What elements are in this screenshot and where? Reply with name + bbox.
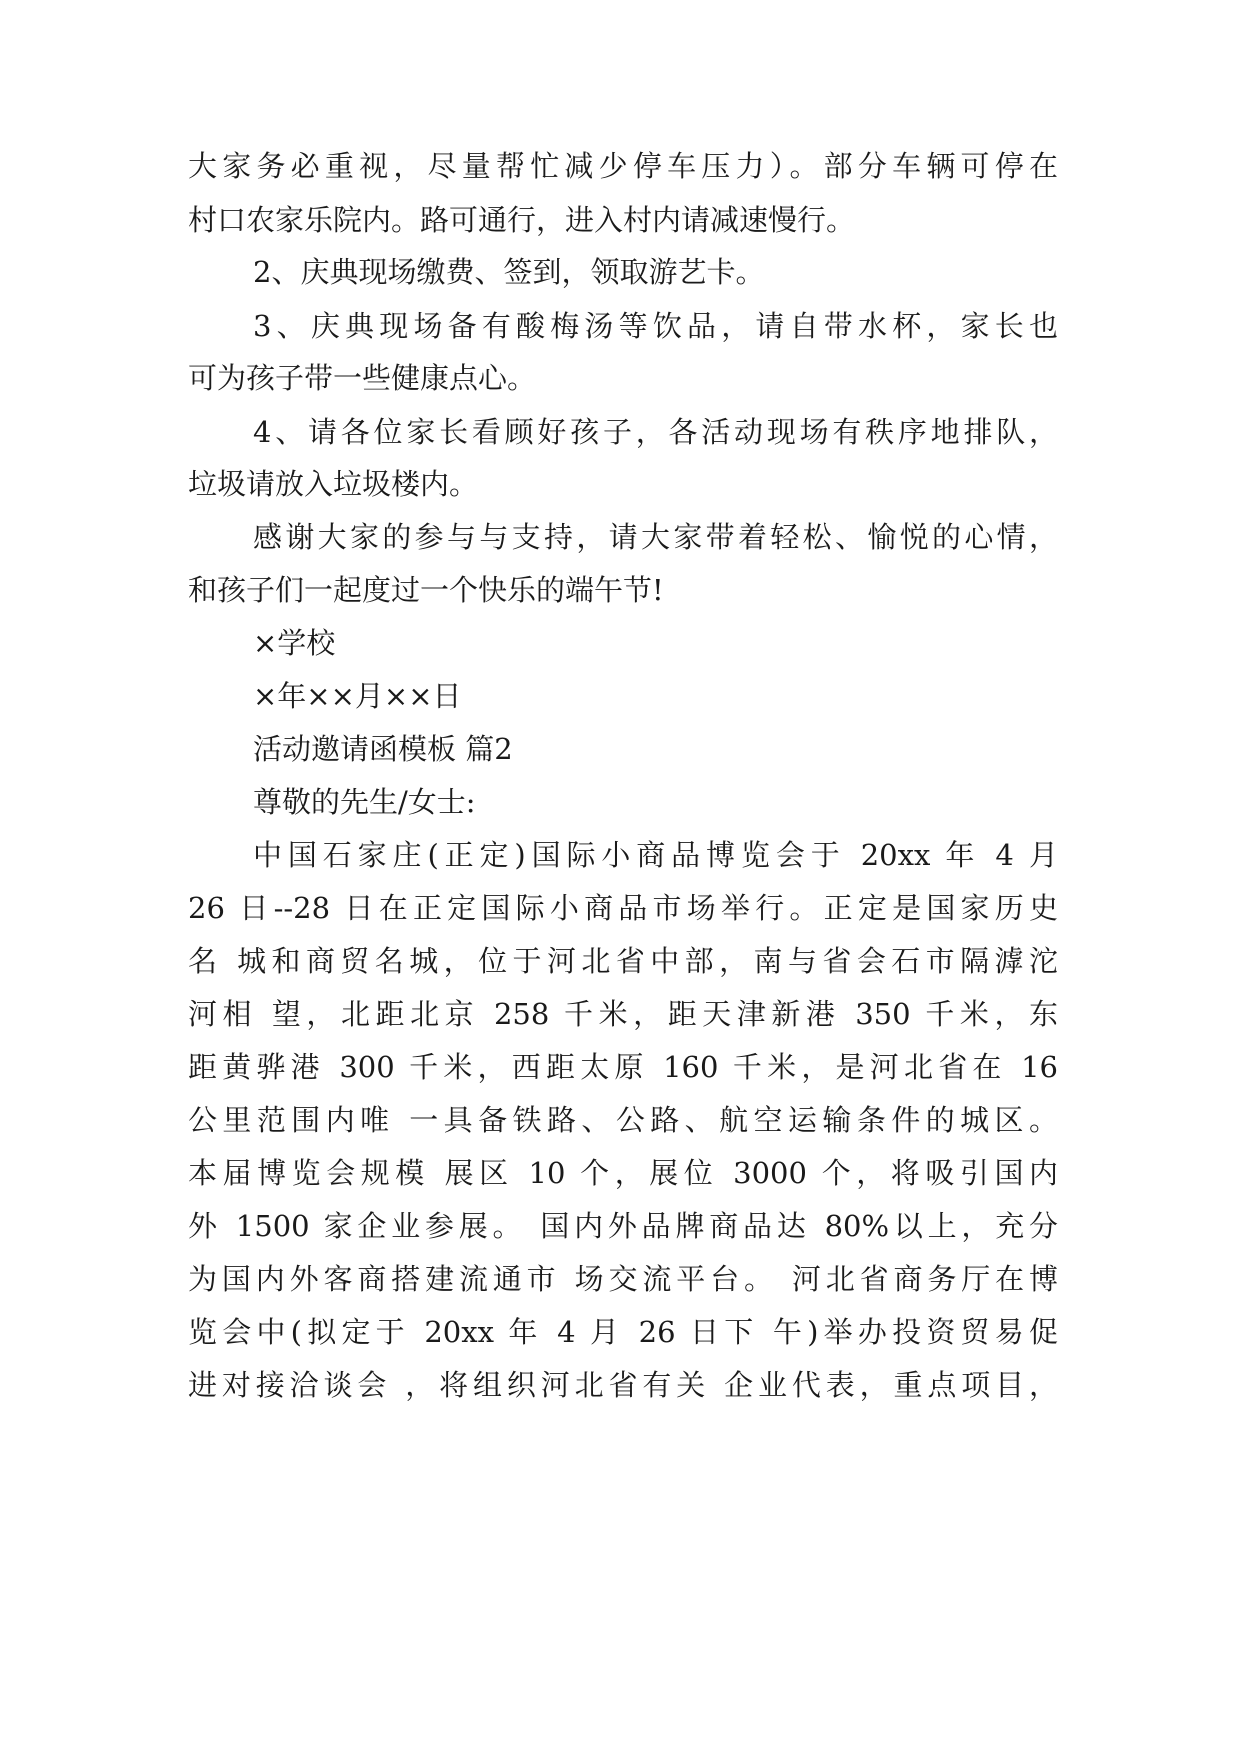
paragraph-line: 中国石家庄(正定)国际小商品博览会于 20xx 年 4 月: [253, 838, 1058, 872]
paragraph-line: 为国内外客商搭建流通市 场交流平台。 河北省商务厅在博: [188, 1262, 1058, 1296]
paragraph-line: 垃圾请放入垃圾楼内。: [188, 467, 479, 501]
paragraph-line: 和孩子们一起度过一个快乐的端午节!: [188, 573, 664, 607]
salutation: 尊敬的先生/女士:: [253, 785, 476, 819]
paragraph-line: 村口农家乐院内。路可通行，进入村内请减速慢行。: [188, 203, 856, 237]
signature-school: ×学校: [253, 626, 336, 660]
paragraph-line: 大家务必重视，尽量帮忙减少停车压力）。部分车辆可停在: [188, 149, 1058, 183]
paragraph-line: 感谢大家的参与与支持，请大家带着轻松、愉悦的心情，: [253, 520, 1058, 554]
paragraph-line: 河相 望，北距北京 258 千米，距天津新港 350 千米，东: [188, 997, 1058, 1031]
paragraph-line: 览会中(拟定于 20xx 年 4 月 26 日下 午)举办投资贸易促: [188, 1315, 1058, 1349]
paragraph-line: 距黄骅港 300 千米，西距太原 160 千米，是河北省在 16: [188, 1050, 1058, 1084]
paragraph-line: 可为孩子带一些健康点心。: [188, 361, 537, 395]
paragraph-line: 3、庆典现场备有酸梅汤等饮品，请自带水杯，家长也: [253, 309, 1058, 343]
paragraph-line: 进对接洽谈会 ，将组织河北省有关 企业代表，重点项目，: [188, 1368, 1058, 1402]
paragraph-line: 2、庆典现场缴费、签到，领取游艺卡。: [253, 255, 765, 289]
paragraph-line: 外 1500 家企业参展。 国内外品牌商品达 80%以上，充分: [188, 1209, 1058, 1243]
paragraph-line: 4、请各位家长看顾好孩子，各活动现场有秩序地排队，: [253, 415, 1058, 449]
section-title: 活动邀请函模板 篇2: [253, 732, 513, 766]
paragraph-line: 公里范围内唯 一具备铁路、公路、航空运输条件的城区。: [188, 1103, 1058, 1137]
paragraph-line: 本届博览会规模 展区 10 个，展位 3000 个，将吸引国内: [188, 1156, 1058, 1190]
paragraph-line: 26 日--28 日在正定国际小商品市场举行。正定是国家历史: [188, 891, 1058, 925]
signature-date: ×年××月××日: [253, 679, 462, 713]
paragraph-line: 名 城和商贸名城，位于河北省中部，南与省会石市隔滹沱: [188, 944, 1058, 978]
